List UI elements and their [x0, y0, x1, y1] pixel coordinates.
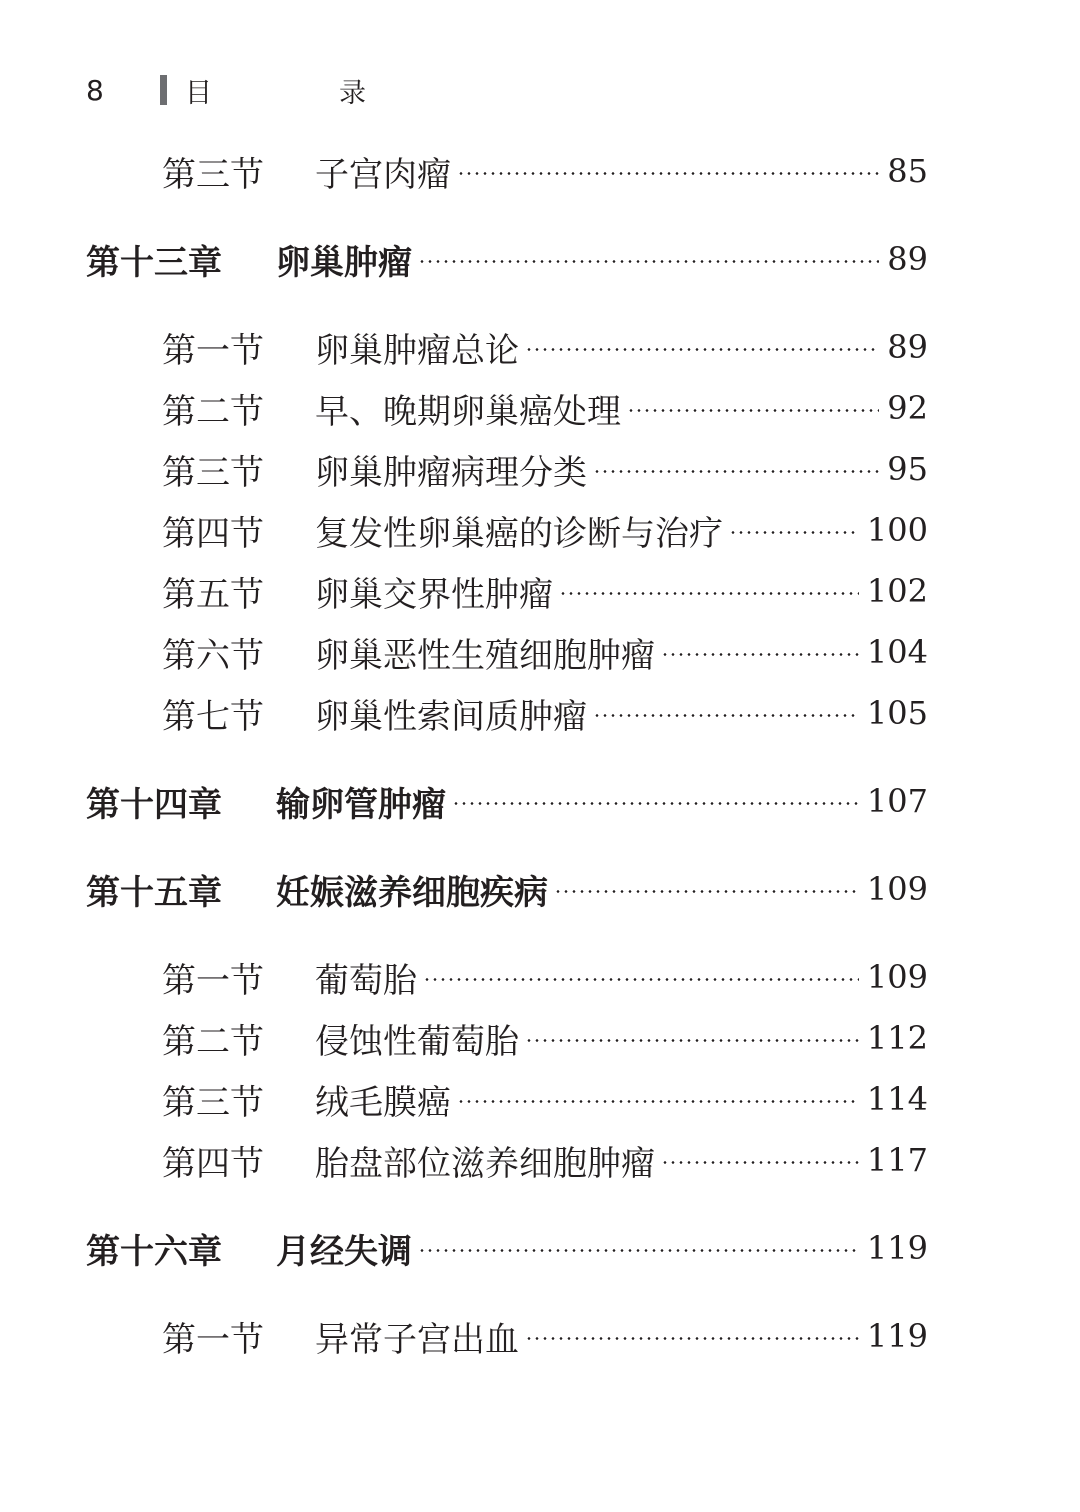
chapter-number: 第十六章 [86, 1231, 222, 1272]
section-title: 子宫肉瘤 [315, 154, 451, 195]
section-title: 卵巢肿瘤病理分类 [315, 452, 587, 493]
dot-leader [559, 592, 859, 595]
section-number: 第三节 [162, 154, 264, 195]
dot-leader [457, 172, 879, 175]
chapter-title: 卵巢肿瘤 [276, 242, 412, 283]
toc-section-entry [162, 1074, 928, 1124]
section-title: 胎盘部位滋养细胞肿瘤 [315, 1143, 655, 1184]
section-number: 第四节 [162, 513, 264, 554]
page-reference: 109 [866, 870, 928, 908]
section-number: 第四节 [162, 1143, 264, 1184]
toc-section-entry [162, 383, 928, 433]
section-number: 第五节 [162, 574, 264, 615]
page-reference: 105 [866, 694, 928, 732]
section-title: 葡萄胎 [315, 960, 417, 1001]
page-reference: 119 [866, 1229, 928, 1267]
section-number: 第七节 [162, 696, 264, 737]
header-title: 目 录 [185, 77, 416, 109]
page-reference: 95 [887, 450, 928, 488]
section-title: 侵蚀性葡萄胎 [315, 1021, 519, 1062]
dot-leader [418, 1249, 859, 1252]
page-reference: 112 [866, 1019, 928, 1057]
header-divider-bar [160, 75, 167, 105]
section-number: 第二节 [162, 391, 264, 432]
dot-leader [457, 1100, 859, 1103]
toc-section-entry [162, 1135, 928, 1185]
section-number: 第二节 [162, 1021, 264, 1062]
chapter-title: 输卵管肿瘤 [276, 784, 446, 825]
section-title: 早、晚期卵巢癌处理 [315, 391, 621, 432]
chapter-title: 月经失调 [276, 1231, 412, 1272]
toc-section-entry [162, 952, 928, 1002]
page-reference: 104 [866, 633, 928, 671]
dot-leader [661, 653, 859, 656]
dot-leader [418, 260, 879, 263]
toc-section-entry [162, 627, 928, 677]
dot-leader [627, 409, 879, 412]
dot-leader [452, 802, 859, 805]
section-title: 卵巢性索间质肿瘤 [315, 696, 587, 737]
page-number: 8 [86, 73, 104, 107]
page-reference: 107 [866, 782, 928, 820]
chapter-number: 第十五章 [86, 872, 222, 913]
dot-leader [423, 978, 859, 981]
dot-leader [661, 1161, 859, 1164]
chapter-title: 妊娠滋养细胞疾病 [276, 872, 548, 913]
section-title: 复发性卵巢癌的诊断与治疗 [315, 513, 723, 554]
page-reference: 89 [887, 240, 928, 278]
toc-section-entry [162, 566, 928, 616]
section-number: 第三节 [162, 1082, 264, 1123]
toc-section-entry [162, 505, 928, 555]
toc-section-entry [162, 146, 928, 196]
section-title: 异常子宫出血 [315, 1319, 519, 1360]
section-number: 第一节 [162, 1319, 264, 1360]
page-reference: 89 [887, 328, 928, 366]
toc-chapter-entry [86, 864, 928, 914]
toc-chapter-entry [86, 776, 928, 826]
section-number: 第一节 [162, 330, 264, 371]
section-number: 第三节 [162, 452, 264, 493]
toc-section-entry [162, 444, 928, 494]
dot-leader [525, 1337, 859, 1340]
dot-leader [525, 348, 879, 351]
section-title: 卵巢交界性肿瘤 [315, 574, 553, 615]
toc-section-entry [162, 688, 928, 738]
toc-section-entry [162, 322, 928, 372]
page-reference: 85 [887, 152, 928, 190]
dot-leader [593, 470, 879, 473]
toc-chapter-entry [86, 1223, 928, 1273]
page-reference: 119 [866, 1317, 928, 1355]
dot-leader [729, 531, 859, 534]
page-reference: 117 [866, 1141, 928, 1179]
toc-chapter-entry [86, 234, 928, 284]
page-reference: 100 [866, 511, 928, 549]
section-title: 绒毛膜癌 [315, 1082, 451, 1123]
page-reference: 114 [866, 1080, 928, 1118]
section-number: 第六节 [162, 635, 264, 676]
page-reference: 92 [887, 389, 928, 427]
section-title: 卵巢肿瘤总论 [315, 330, 519, 371]
page-reference: 102 [866, 572, 928, 610]
dot-leader [525, 1039, 859, 1042]
toc-section-entry [162, 1013, 928, 1063]
chapter-number: 第十四章 [86, 784, 222, 825]
chapter-number: 第十三章 [86, 242, 222, 283]
dot-leader [554, 890, 859, 893]
dot-leader [593, 714, 859, 717]
section-title: 卵巢恶性生殖细胞肿瘤 [315, 635, 655, 676]
running-header [86, 68, 416, 112]
page-reference: 109 [866, 958, 928, 996]
section-number: 第一节 [162, 960, 264, 1001]
toc-section-entry [162, 1311, 928, 1361]
